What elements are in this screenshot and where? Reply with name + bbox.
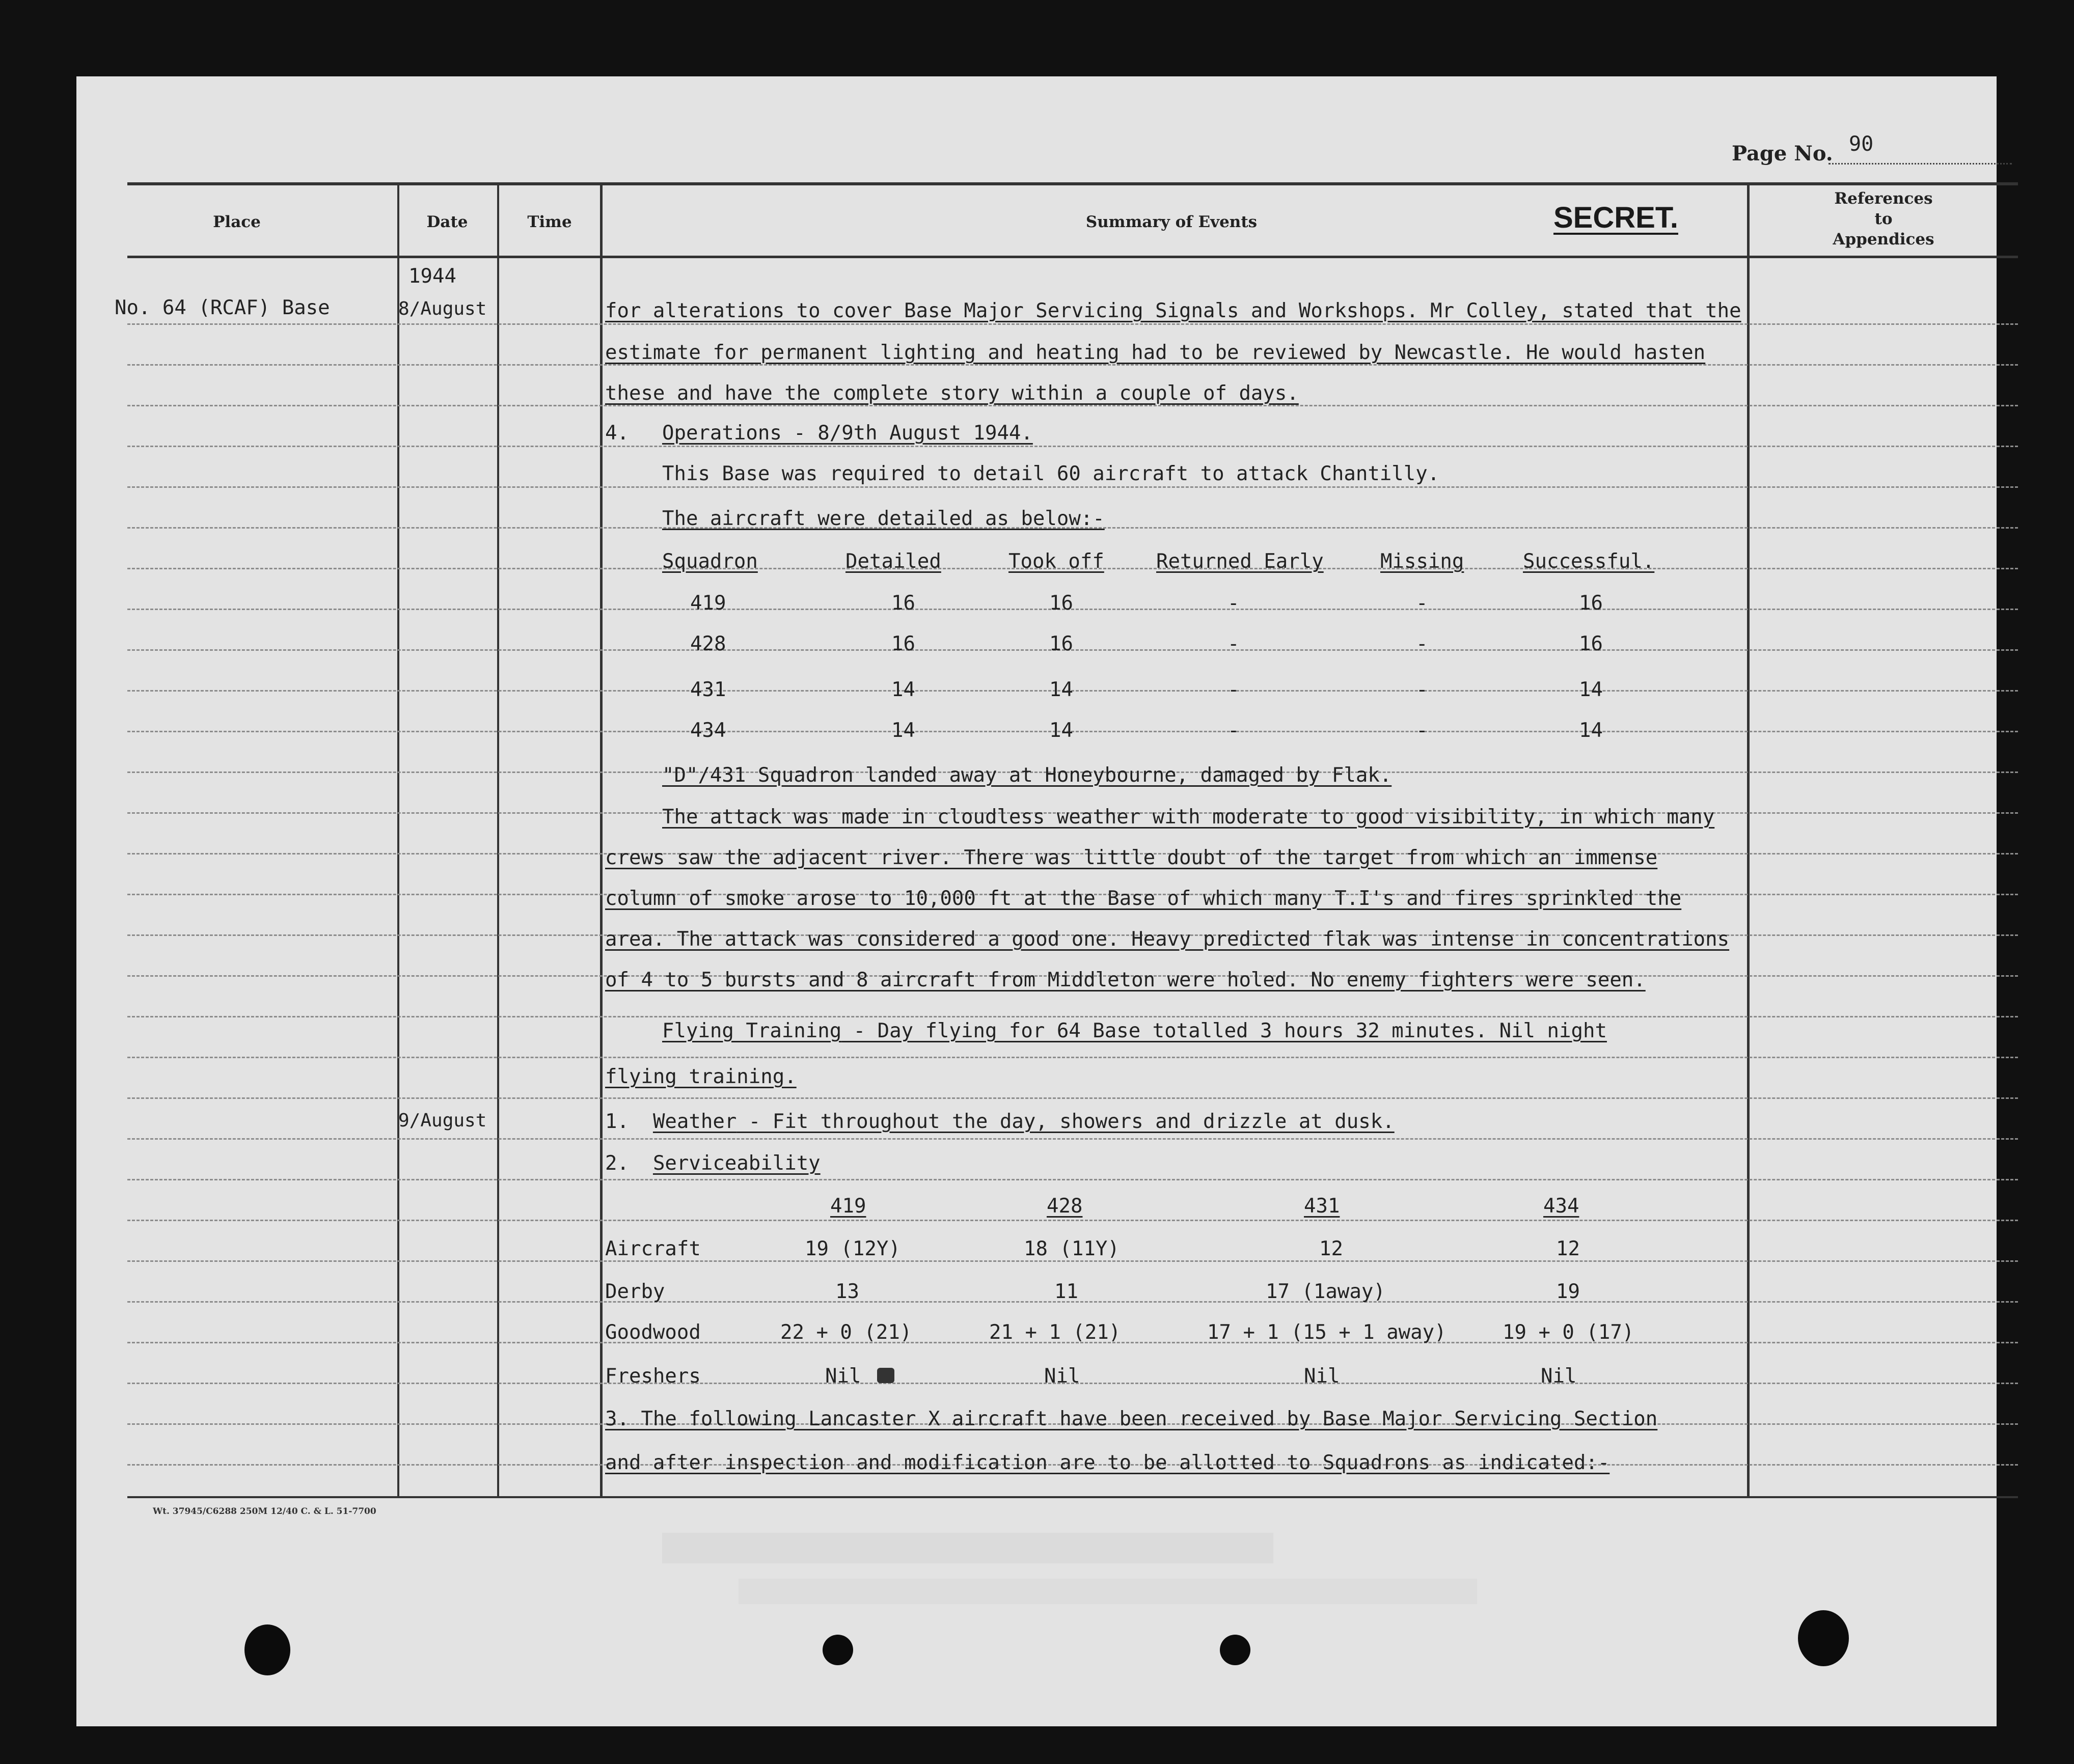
ops-row-428-missing: -: [1416, 632, 1428, 655]
column-header-time: Time: [527, 213, 572, 231]
ops-row-431-detailed: 14: [891, 678, 915, 701]
ops-row-419-squadron: 419: [690, 592, 726, 615]
weather-text: - Fit throughout the day, showers and drizzle at dusk.: [736, 1110, 1395, 1133]
svc-freshers-428: Nil: [1044, 1365, 1080, 1388]
ops-row-419-returned-early: -: [1227, 592, 1240, 615]
attack-line-2: crews saw the adjacent river. There was little doubt of the target from which an immense: [605, 846, 1658, 869]
ruled-line: [127, 364, 2018, 366]
summary-line-2: estimate for permanent lighting and heating had to be reviewed by Newcastle. He would hasten: [605, 341, 1706, 364]
form-print-code: Wt. 37945/C6288 250M 12/40 C. & L. 51-7700: [153, 1506, 376, 1517]
weather-line: [605, 1110, 1395, 1133]
attack-line-1: The attack was made in cloudless weather with moderate to good visibility, in which many: [662, 806, 1715, 829]
ops-row-431-squadron: 431: [690, 678, 726, 701]
summary-refs-divider: [1747, 183, 1750, 1497]
ruled-line: [127, 1260, 2018, 1262]
ops-row-431-took-off: 14: [1049, 678, 1073, 701]
ruled-line: [127, 446, 2018, 447]
ruled-line: [127, 1016, 2018, 1017]
ops-row-428-successful: 16: [1579, 632, 1603, 655]
ops-row-434-returned-early: -: [1227, 719, 1240, 742]
svc-derby-label: Derby: [605, 1280, 665, 1303]
ruled-line: [127, 1179, 2018, 1180]
svc-goodwood-428: 21 + 1 (21): [989, 1321, 1121, 1344]
ops-header-missing: Missing: [1380, 550, 1464, 573]
svc-derby-431: 17 (1away): [1266, 1280, 1385, 1303]
weather-number: 1.: [605, 1110, 629, 1133]
place-entry: No. 64 (RCAF) Base: [115, 296, 330, 319]
column-header-date: Date: [426, 213, 468, 231]
ops-row-428-detailed: 16: [891, 632, 915, 655]
classification-stamp: SECRET.: [1553, 201, 1678, 234]
bottom-rule: [127, 1496, 2018, 1498]
svc-derby-434: 19: [1556, 1280, 1580, 1303]
svc-freshers-419: Nil: [825, 1365, 861, 1388]
summary-line-1: for alterations to cover Base Major Servicing Signals and Workshops. Mr Colley, stated that the: [605, 299, 1741, 322]
attack-line-4: area. The attack was considered a good one. Heavy predicted flak was intense in concentrations: [605, 928, 1730, 951]
svc-aircraft-label: Aircraft: [605, 1237, 701, 1260]
page-number-dots: [1829, 163, 2012, 164]
summary-line-3: these and have the complete story within a couple of days.: [605, 382, 1299, 405]
ops-header-detailed: Detailed: [845, 550, 941, 573]
ops-row-428-took-off: 16: [1049, 632, 1073, 655]
summary-line-5: This Base was required to detail 60 aircraft to attack Chantilly.: [662, 462, 1440, 485]
svc-derby-419: 13: [835, 1280, 859, 1303]
flying-training-label: Flying Training: [662, 1019, 842, 1042]
svc-aircraft-419: 19 (12Y): [805, 1237, 900, 1260]
ruled-line: [127, 1057, 2018, 1058]
ops-row-428-squadron: 428: [690, 632, 726, 655]
svc-aircraft-428: 18 (11Y): [1024, 1237, 1120, 1260]
ink-blot: [877, 1368, 894, 1383]
serviceability-label: Serviceability: [652, 1152, 821, 1175]
ops-row-434-took-off: 14: [1049, 719, 1073, 742]
ops-row-434-missing: -: [1416, 719, 1428, 742]
flying-training-continued: flying training.: [605, 1065, 797, 1088]
bleed-through-mark: [739, 1579, 1477, 1604]
top-rule: [127, 182, 2018, 185]
ops-row-419-missing: -: [1416, 592, 1428, 615]
punch-hole-right: [1798, 1610, 1849, 1666]
ops-row-431-missing: -: [1416, 678, 1428, 701]
ops-row-434-detailed: 14: [891, 719, 915, 742]
svc-header-428: 428: [1047, 1195, 1083, 1218]
svc-goodwood-419: 22 + 0 (21): [780, 1321, 912, 1344]
flak-note: "D"/431 Squadron landed away at Honeybourne, damaged by Flak.: [662, 764, 1392, 787]
ops-header-took-off: Took off: [1008, 550, 1104, 573]
ruled-line: [127, 405, 2018, 406]
ops-row-428-returned-early: -: [1227, 632, 1240, 655]
column-header-references-line2: to: [1874, 210, 1893, 228]
attack-line-3: column of smoke arose to 10,000 ft at the Base of which many T.I's and fires sprinkled the: [605, 887, 1682, 910]
serviceability-line: [605, 1152, 821, 1175]
svc-header-434: 434: [1543, 1195, 1579, 1218]
attack-line-5: of 4 to 5 bursts and 8 aircraft from Middleton were holed. No enemy fighters were seen.: [605, 969, 1646, 991]
page-number: 90: [1849, 132, 1874, 156]
ops-row-431-returned-early: -: [1227, 678, 1240, 701]
svc-freshers-431: Nil: [1304, 1365, 1340, 1388]
column-header-place: Place: [213, 213, 261, 231]
ops-header-returned-early: Returned Early: [1156, 550, 1324, 573]
punch-hole-left: [244, 1624, 290, 1675]
ruled-line: [127, 1097, 2018, 1099]
svc-goodwood-431: 17 + 1 (15 + 1 away): [1207, 1321, 1447, 1344]
date-8-august: 8/August: [398, 298, 487, 319]
time-summary-divider: [600, 183, 603, 1497]
svc-aircraft-434: 12: [1556, 1237, 1580, 1260]
ops-header-squadron: Squadron: [662, 550, 758, 573]
svc-freshers-434: Nil: [1541, 1365, 1577, 1388]
header-rule: [127, 256, 2018, 258]
item-3-line-1: 3. The following Lancaster X aircraft have been received by Base Major Servicing Section: [605, 1408, 1658, 1430]
date-year: 1944: [408, 265, 456, 288]
column-header-references-line3: Appendices: [1833, 230, 1934, 249]
svc-goodwood-label: Goodwood: [605, 1321, 701, 1344]
punch-hole-center-left: [823, 1635, 853, 1665]
ops-row-434-squadron: 434: [690, 719, 726, 742]
page-label: Page No.: [1732, 142, 1833, 166]
summary-line-6: The aircraft were detailed as below:-: [662, 507, 1105, 530]
date-time-divider: [497, 183, 499, 1497]
ops-row-419-detailed: 16: [891, 592, 915, 615]
svc-header-419: 419: [830, 1195, 866, 1218]
svc-header-431: 431: [1304, 1195, 1340, 1218]
ops-row-419-took-off: 16: [1049, 592, 1073, 615]
bleed-through-mark: [662, 1533, 1273, 1563]
svc-derby-428: 11: [1054, 1280, 1078, 1303]
svc-goodwood-434: 19 + 0 (17): [1503, 1321, 1634, 1344]
item-4-number: 4.: [605, 422, 629, 445]
svc-freshers-label: Freshers: [605, 1365, 701, 1388]
flying-training-line: [662, 1019, 1607, 1042]
operations-heading: Operations - 8/9th August 1944.: [662, 422, 1033, 445]
item-3-line-2: and after inspection and modification are to be allotted to Squadrons as indicated:-: [605, 1451, 1610, 1474]
ops-header-successful: Successful.: [1523, 550, 1655, 573]
ops-row-434-successful: 14: [1579, 719, 1603, 742]
ruled-line: [127, 1138, 2018, 1140]
punch-hole-center-right: [1220, 1635, 1250, 1665]
ruled-line: [127, 323, 2018, 325]
place-date-divider: [397, 183, 399, 1497]
ops-row-431-successful: 14: [1579, 678, 1603, 701]
serviceability-number: 2.: [605, 1152, 629, 1175]
column-header-summary: Summary of Events: [1085, 213, 1258, 231]
document-sheet: [76, 76, 1997, 1726]
date-9-august: 9/August: [398, 1110, 487, 1131]
ruled-line: [127, 1220, 2018, 1221]
ruled-line: [127, 486, 2018, 488]
column-header-references-line1: References: [1834, 189, 1933, 208]
weather-label: Weather: [652, 1110, 737, 1133]
ops-row-419-successful: 16: [1579, 592, 1603, 615]
flying-training-text: - Day flying for 64 Base totalled 3 hours 32 minutes. Nil night: [841, 1019, 1607, 1042]
svc-aircraft-431: 12: [1319, 1237, 1343, 1260]
